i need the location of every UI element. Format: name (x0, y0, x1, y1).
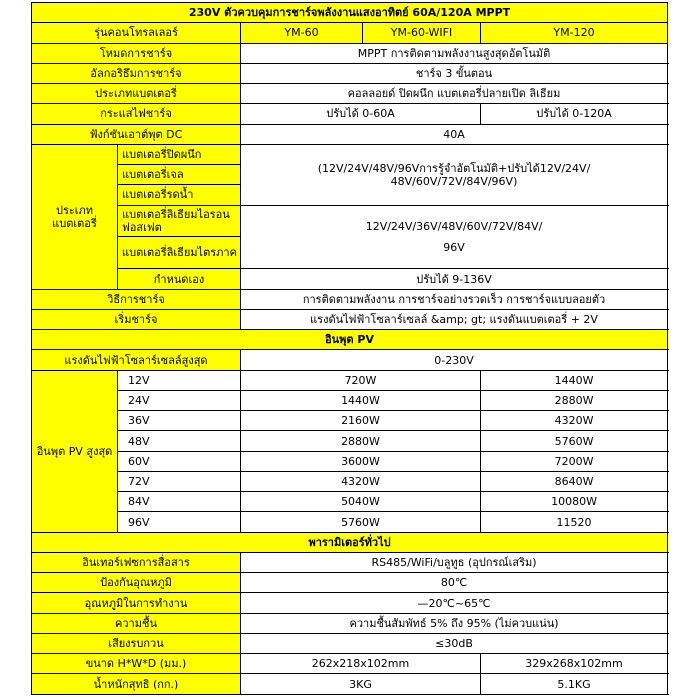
pv-voltage-12v: 12V (118, 370, 241, 390)
pv-max-voltage-value: 0-230V (241, 350, 668, 370)
lithium-voltage-line1: 12V/24V/36V/48V/60V/72V/84V/ (365, 219, 543, 233)
communication-row (32, 552, 668, 572)
noise-value: ≤30dB (241, 633, 668, 653)
pv-power-row-36v (32, 411, 668, 431)
lead-voltage-line2: 48V/60V/72V/84V/96V) (390, 174, 518, 188)
charge-method-label: วิธีการชาร์จ (32, 289, 241, 309)
battery-type-row (32, 84, 668, 104)
pv-max-input-label: อินพุต PV สูงสุด (32, 370, 118, 532)
size-row (32, 654, 668, 674)
size-120: 329x268x102mm (481, 654, 668, 674)
pv-power-60-72v: 4320W (241, 471, 481, 491)
battery-type-ternary: แบตเตอรี่ลิเธียมไตรภาค (118, 237, 241, 269)
battery-types-label: ประเภท แบตเตอรี่ (32, 144, 118, 289)
pv-max-voltage-label: แรงดันไฟฟ้าโซลาร์เซลล์สูงสุด (32, 350, 241, 370)
size-label: ขนาด H*W*D (มม.) (32, 654, 241, 674)
pv-input-header-row (32, 330, 668, 350)
pv-power-120-84v: 10080W (481, 492, 668, 512)
pv-power-row-24v (32, 390, 668, 410)
dc-output-row (32, 124, 668, 144)
communication-label: อินเทอร์เฟซการสื่อสาร (32, 552, 241, 572)
spec-table (31, 2, 668, 695)
pv-power-120-96v: 11520 (481, 512, 668, 532)
pv-voltage-96v: 96V (118, 512, 241, 532)
pv-power-120-24v: 2880W (481, 390, 668, 410)
pv-power-120-72v: 8640W (481, 471, 668, 491)
noise-label: เสียงรบกวน (32, 633, 241, 653)
lead-voltage-line1: (12V/24V/48V/96Vการรู้จำอัตโนมัติ+ปรับได้12V/24V/ (317, 161, 591, 175)
start-charge-label: เริ่มชาร์จ (32, 309, 241, 329)
charge-mode-label: โหมดการชาร์จ (32, 43, 241, 63)
pv-power-120-12v: 1440W (481, 370, 668, 390)
models-label: รุ่นคอนโทรลเลอร์ (32, 23, 241, 43)
start-charge-row (32, 309, 668, 329)
pv-power-row-84v (32, 492, 668, 512)
battery-type-label: ประเภทแบตเตอรี่ (32, 84, 241, 104)
pv-power-60-12v: 720W (241, 370, 481, 390)
pv-input-header: อินพุต PV (32, 330, 668, 350)
pv-voltage-60v: 60V (118, 451, 241, 471)
model-ym-60-wifi: YM-60-WIFI (363, 23, 481, 43)
charge-algorithm-row (32, 63, 668, 83)
charge-current-label: กระแสไฟชาร์จ (32, 104, 241, 124)
charge-method-row (32, 289, 668, 309)
temp-protection-value: 80℃ (241, 573, 668, 593)
dc-output-value: 40A (241, 124, 668, 144)
weight-label: น้ำหนักสุทธิ (กก.) (32, 674, 241, 695)
pv-power-60-24v: 1440W (241, 390, 481, 410)
lithium-voltage-cell (241, 205, 668, 269)
title-row (32, 3, 668, 23)
start-charge-value: แรงดันไฟฟ้าโซลาร์เซลล์ &amp; gt; แรงดันแบตเตอรี่ + 2V (241, 309, 668, 329)
pv-voltage-48v: 48V (118, 431, 241, 451)
charge-current-60: ปรับได้ 0-60A (241, 104, 481, 124)
model-ym-120: YM-120 (481, 23, 668, 43)
charge-current-row (32, 104, 668, 124)
dc-output-label: ฟังก์ชันเอาต์พุต DC (32, 124, 241, 144)
lithium-voltage-line2: 96V (443, 240, 465, 254)
pv-power-row-12v (32, 370, 668, 390)
humidity-value: ความชื้นสัมพัทธ์ 5% ถึง 95% (ไม่ควบแน่น) (241, 613, 668, 633)
customize-row (32, 269, 668, 289)
pv-max-voltage-row (32, 350, 668, 370)
weight-60: 3KG (241, 674, 481, 695)
pv-power-row-48v (32, 431, 668, 451)
pv-power-row-96v (32, 512, 668, 532)
battery-row-sealed (32, 144, 668, 164)
temp-protection-label: ป้องกันอุณหภูมิ (32, 573, 241, 593)
lead-voltage-cell (241, 144, 668, 205)
general-header: พารามิเตอร์ทั่วไป (32, 532, 668, 552)
pv-voltage-24v: 24V (118, 390, 241, 410)
battery-type-value: คอลลอยด์ ปิดผนึก แบตเตอรี่ปลายเปิด ลิเธียม (241, 84, 668, 104)
pv-power-row-60v (32, 451, 668, 471)
pv-power-row-72v (32, 471, 668, 491)
spec-title: 230V ตัวควบคุมการชาร์จพลังงานแสงอาทิตย์ 60A/120A MPPT (32, 3, 668, 23)
customize-label: กำหนดเอง (118, 269, 241, 289)
humidity-row (32, 613, 668, 633)
pv-power-120-48v: 5760W (481, 431, 668, 451)
battery-type-sealed: แบตเตอรี่ปิดผนึก (118, 144, 241, 164)
battery-row-lifepo4 (32, 205, 668, 237)
temp-protection-row (32, 573, 668, 593)
size-60: 262x218x102mm (241, 654, 481, 674)
charge-mode-row (32, 43, 668, 63)
operating-temp-row (32, 593, 668, 613)
battery-type-gel: แบตเตอรี่เจล (118, 165, 241, 185)
battery-type-flooded: แบตเตอรี่รดน้ำ (118, 185, 241, 205)
charge-current-120: ปรับได้ 0-120A (481, 104, 668, 124)
pv-power-60-84v: 5040W (241, 492, 481, 512)
operating-temp-value: —20℃~65℃ (241, 593, 668, 613)
pv-power-120-60v: 7200W (481, 451, 668, 471)
charge-mode-value: MPPT การติดตามพลังงานสูงสุดอัตโนมัติ (241, 43, 668, 63)
humidity-label: ความชื้น (32, 613, 241, 633)
pv-voltage-84v: 84V (118, 492, 241, 512)
customize-value: ปรับได้ 9-136V (241, 269, 668, 289)
model-ym-60: YM-60 (241, 23, 363, 43)
pv-power-120-36v: 4320W (481, 411, 668, 431)
battery-type-lifepo4: แบตเตอรี่ลิเธียมไอรอนฟอสเฟต (118, 205, 241, 237)
pv-power-60-60v: 3600W (241, 451, 481, 471)
operating-temp-label: อุณหภูมิในการทำงาน (32, 593, 241, 613)
pv-voltage-72v: 72V (118, 471, 241, 491)
charge-algorithm-value: ชาร์จ 3 ขั้นตอน (241, 63, 668, 83)
charge-method-value: การติดตามพลังงาน การชาร์จอย่างรวดเร็ว การชาร์จแบบลอยตัว (241, 289, 668, 309)
pv-power-60-36v: 2160W (241, 411, 481, 431)
models-row (32, 23, 668, 43)
communication-value: RS485/WiFi/บลูทูธ (อุปกรณ์เสริม) (241, 552, 668, 572)
pv-voltage-36v: 36V (118, 411, 241, 431)
noise-row (32, 633, 668, 653)
pv-power-60-96v: 5760W (241, 512, 481, 532)
weight-row (32, 674, 668, 695)
pv-power-60-48v: 2880W (241, 431, 481, 451)
charge-algorithm-label: อัลกอริธึมการชาร์จ (32, 63, 241, 83)
general-header-row (32, 532, 668, 552)
weight-120: 5.1KG (481, 674, 668, 695)
